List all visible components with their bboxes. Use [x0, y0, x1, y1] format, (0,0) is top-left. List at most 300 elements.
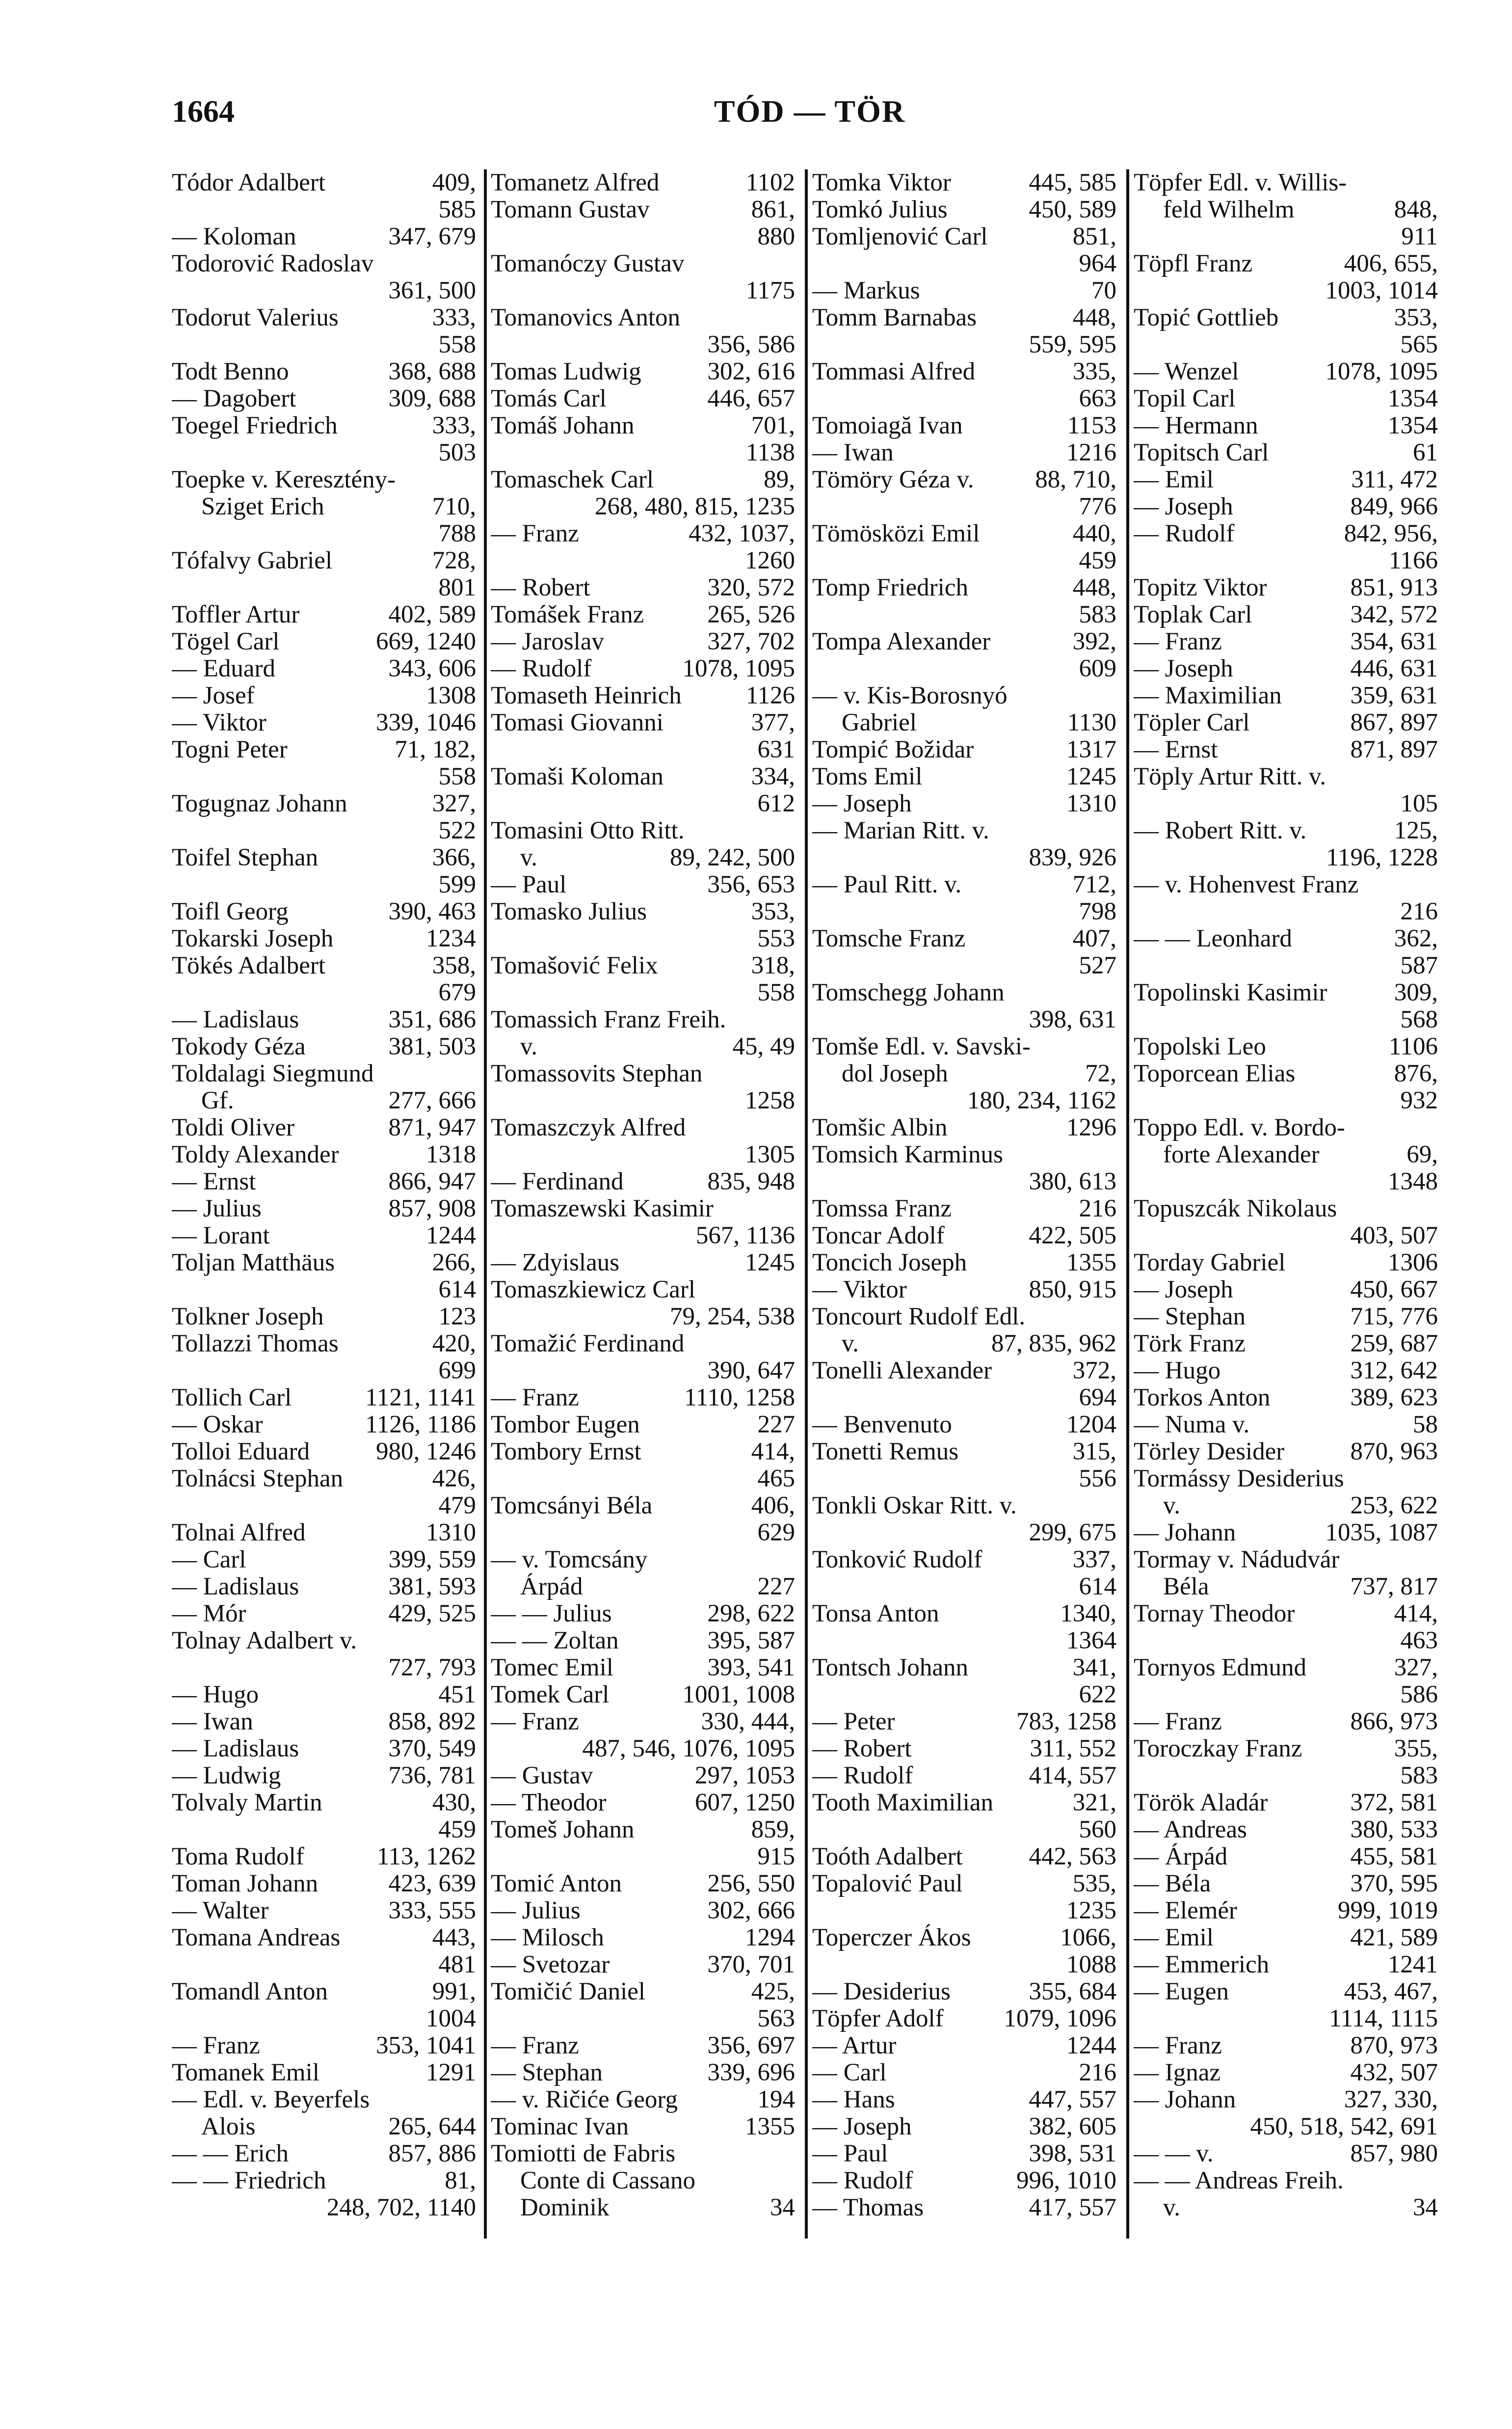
index-entry-line [172, 1465, 476, 1492]
entry-pages: 1260 [745, 547, 795, 574]
index-entry-line [491, 979, 795, 1006]
entry-name: Tomiotti de Fabris [491, 2140, 676, 2167]
entry-pages: 361, 500 [388, 277, 476, 304]
entry-name: Töply Artur Ritt. v. [1134, 763, 1326, 790]
entry-pages: 556 [1079, 1465, 1116, 1492]
index-entry-line [1134, 2086, 1438, 2113]
index-entry-line [491, 1465, 795, 1492]
entry-name: Tomšic Albin [812, 1114, 948, 1141]
index-entry-line [172, 574, 476, 601]
entry-pages: 89, 242, 500 [670, 844, 795, 871]
entry-name: Törley Desider [1134, 1438, 1285, 1465]
entry-name: Tomaseth Heinrich [491, 682, 682, 709]
entry-pages: 327, 330, [1344, 2086, 1438, 2113]
entry-pages: 355, [1394, 1735, 1438, 1762]
index-entry-line [1134, 817, 1438, 844]
entry-name: — Robert [812, 1735, 912, 1762]
entry-pages: 876, [1394, 1060, 1438, 1087]
entry-pages: 1102 [745, 169, 795, 196]
entry-pages: 612 [757, 790, 795, 817]
entry-name: — Paul [812, 2140, 888, 2167]
entry-name: Topil Carl [1134, 385, 1236, 412]
index-column-3 [812, 169, 1116, 2239]
index-entry-line [491, 2194, 795, 2221]
entry-pages: 72, [1085, 1060, 1116, 1087]
index-entry-line [491, 331, 795, 358]
entry-pages: 194 [757, 2086, 795, 2113]
index-entry-line [1134, 2113, 1438, 2140]
entry-pages: 1110, 1258 [684, 1384, 795, 1411]
entry-pages: 309, 688 [388, 385, 476, 412]
entry-pages: 425, [751, 1978, 795, 2005]
entry-pages: 463 [1400, 1627, 1438, 1654]
entry-name: — Eduard [172, 655, 276, 682]
index-entry-line [491, 439, 795, 466]
entry-name: Tonsa Anton [812, 1600, 939, 1627]
entry-name: Tomás Carl [491, 385, 607, 412]
entry-name: Tomek Carl [491, 1681, 610, 1708]
entry-name: Tomaszczyk Alfred [491, 1114, 686, 1141]
index-entry-line [172, 466, 476, 493]
entry-name: Toppo Edl. v. Bordo- [1134, 1114, 1345, 1141]
index-entry-line [1134, 574, 1438, 601]
entry-name: Toman Johann [172, 1870, 318, 1897]
entry-pages: 866, 973 [1350, 1708, 1438, 1735]
index-entry-line [812, 385, 1116, 412]
index-entry-line [812, 574, 1116, 601]
index-entry-line [1134, 2167, 1438, 2194]
page-number: 1664 [172, 94, 235, 129]
index-entry-line [172, 196, 476, 223]
entry-pages: 558 [438, 331, 476, 358]
entry-pages: 34 [770, 2194, 795, 2221]
entry-name: Tomas Ludwig [491, 358, 641, 385]
entry-pages: 343, 606 [388, 655, 476, 682]
entry-pages: 558 [757, 979, 795, 1006]
index-entry-line [172, 223, 476, 250]
page-header [172, 93, 1448, 147]
entry-pages: 487, 546, 1076, 1095 [582, 1735, 795, 1762]
entry-pages: 699 [438, 1357, 476, 1384]
entry-pages: 355, 684 [1029, 1978, 1116, 2005]
index-entry-line [1134, 412, 1438, 439]
entry-name: Tomasi Giovanni [491, 709, 663, 736]
index-entry-line [172, 628, 476, 655]
entry-pages: 302, 616 [707, 358, 795, 385]
index-entry-line [1134, 790, 1438, 817]
index-entry-line [812, 2113, 1116, 2140]
entry-pages: 583 [1400, 1762, 1438, 1789]
entry-pages: 227 [757, 1573, 795, 1600]
entry-name: — Rudolf [1134, 520, 1235, 547]
entry-name: Tonelli Alexander [812, 1357, 992, 1384]
index-entry-line [812, 682, 1116, 709]
entry-pages: 1355 [745, 2113, 795, 2140]
entry-pages: 265, 644 [388, 2113, 476, 2140]
entry-name: Toporcean Elias [1134, 1060, 1296, 1087]
entry-name: — Joseph [812, 790, 912, 817]
entry-pages: 1066, [1060, 1924, 1116, 1951]
entry-name: Gabriel [842, 709, 917, 736]
entry-pages: 318, [751, 952, 795, 979]
entry-name: — Numa v. [1134, 1411, 1250, 1438]
index-entry-line [812, 1384, 1116, 1411]
index-entry-line [812, 736, 1116, 763]
index-column-4 [1134, 169, 1438, 2239]
index-entry-line [812, 1600, 1116, 1627]
index-entry-line [812, 1843, 1116, 1870]
index-entry-line [812, 1330, 1116, 1357]
index-entry-line [491, 493, 795, 520]
entry-pages: 1079, 1096 [1004, 2005, 1116, 2032]
index-entry-line [491, 1978, 795, 2005]
entry-name: Toldi Oliver [172, 1114, 294, 1141]
index-entry-line [491, 1843, 795, 1870]
entry-name: Tomášek Franz [491, 601, 644, 628]
index-entry-line [491, 2032, 795, 2059]
entry-name: — Joseph [812, 2113, 912, 2140]
index-entry-line [1134, 1303, 1438, 1330]
index-entry-line [491, 1303, 795, 1330]
index-entry-line [172, 304, 476, 331]
index-entry-line [491, 2086, 795, 2113]
entry-name: Tomassovits Stephan [491, 1060, 703, 1087]
entry-pages: 253, 622 [1350, 1492, 1438, 1519]
index-entry-line [172, 1168, 476, 1195]
index-entry-line [1134, 1654, 1438, 1681]
entry-pages: 299, 675 [1029, 1519, 1116, 1546]
index-entry-line [812, 1168, 1116, 1195]
entry-name: Topić Gottlieb [1134, 304, 1279, 331]
index-entry-line [1134, 1411, 1438, 1438]
entry-name: Béla [1163, 1573, 1209, 1600]
entry-pages: 443, [432, 1924, 476, 1951]
index-entry-line [812, 601, 1116, 628]
entry-pages: 911 [1401, 223, 1438, 250]
index-entry-line [1134, 1789, 1438, 1816]
entry-pages: 370, 549 [388, 1735, 476, 1762]
entry-name: Tooth Maximilian [812, 1789, 993, 1816]
entry-pages: 362, [1394, 925, 1438, 952]
entry-pages: 783, 1258 [1016, 1708, 1116, 1735]
entry-pages: 565 [1400, 331, 1438, 358]
entry-pages: 1126, 1186 [365, 1411, 476, 1438]
entry-name: — Franz [1134, 628, 1222, 655]
index-entry-line [491, 898, 795, 925]
entry-pages: 801 [438, 574, 476, 601]
index-column-2 [491, 169, 795, 2239]
index-entry-line [1134, 196, 1438, 223]
entry-name: Tolnácsi Stephan [172, 1465, 344, 1492]
index-entry-line [491, 736, 795, 763]
entry-name: — — Friedrich [172, 2167, 326, 2194]
entry-name: Toegel Friedrich [172, 412, 338, 439]
entry-name: — Josef [172, 682, 255, 709]
entry-name: — Wenzel [1134, 358, 1239, 385]
index-entry-line [1134, 1492, 1438, 1519]
index-entry-line [172, 1816, 476, 1843]
index-entry-line [1134, 439, 1438, 466]
index-entry-line [1134, 1195, 1438, 1222]
entry-name: Tormássy Desiderius [1134, 1465, 1344, 1492]
entry-pages: 871, 897 [1350, 736, 1438, 763]
index-entry-line [1134, 223, 1438, 250]
index-entry-line [491, 1330, 795, 1357]
index-entry-line [812, 250, 1116, 277]
entry-pages: 333, [432, 412, 476, 439]
index-entry-line [1134, 1708, 1438, 1735]
index-entry-line [812, 1492, 1116, 1519]
entry-name: — Ladislaus [172, 1006, 299, 1033]
index-entry-line [812, 1141, 1116, 1168]
entry-pages: 406, [751, 1492, 795, 1519]
entry-pages: 366, [432, 844, 476, 871]
entry-pages: 71, 182, [395, 736, 476, 763]
index-entry-line [172, 1951, 476, 1978]
index-entry-line [1134, 1681, 1438, 1708]
index-entry-line [491, 1816, 795, 1843]
entry-name: — — v. [1134, 2140, 1214, 2167]
entry-name: — Peter [812, 1708, 895, 1735]
index-entry-line [172, 1195, 476, 1222]
entry-pages: 712, [1072, 871, 1116, 898]
entry-pages: 980, 1246 [376, 1438, 476, 1465]
index-entry-line [172, 1411, 476, 1438]
entry-name: Sziget Erich [201, 493, 324, 520]
entry-pages: 69, [1406, 1141, 1438, 1168]
index-entry-line [172, 169, 476, 196]
index-entry-line [1134, 709, 1438, 736]
entry-name: — Oskar [172, 1411, 263, 1438]
entry-name: Tomp Friedrich [812, 574, 968, 601]
entry-name: Tomanovics Anton [491, 304, 680, 331]
entry-name: Tonetti Remus [812, 1438, 959, 1465]
index-entry-line [491, 1897, 795, 1924]
index-entry-line [172, 1762, 476, 1789]
entry-pages: 450, 589 [1029, 196, 1116, 223]
entry-pages: 669, 1240 [376, 628, 476, 655]
entry-name: Tomkó Julius [812, 196, 948, 223]
entry-name: Tomičić Daniel [491, 1978, 646, 2005]
entry-pages: 1175 [745, 277, 795, 304]
entry-name: — — Erich [172, 2140, 289, 2167]
entry-name: Törk Franz [1134, 1330, 1246, 1357]
index-entry-line [491, 1384, 795, 1411]
index-entry-line [1134, 1762, 1438, 1789]
entry-pages: 465 [757, 1465, 795, 1492]
index-entry-line [812, 1708, 1116, 1735]
entry-pages: 347, 679 [388, 223, 476, 250]
index-entry-line [1134, 466, 1438, 493]
index-entry-line [812, 1762, 1116, 1789]
entry-pages: 448, [1072, 304, 1116, 331]
index-entry-line [491, 1870, 795, 1897]
entry-pages: 1318 [426, 1141, 476, 1168]
index-entry-line [1134, 628, 1438, 655]
entry-pages: 859, [751, 1816, 795, 1843]
entry-pages: 1308 [426, 682, 476, 709]
entry-pages: 1196, 1228 [1326, 844, 1438, 871]
entry-pages: 445, 585 [1029, 169, 1116, 196]
entry-name: Tompa Alexander [812, 628, 991, 655]
entry-name: Torkos Anton [1134, 1384, 1271, 1411]
index-entry-line [172, 1060, 476, 1087]
index-entry-line [1134, 1222, 1438, 1249]
index-entry-line [1134, 1600, 1438, 1627]
entry-pages: 125, [1394, 817, 1438, 844]
entry-name: Tomaši Koloman [491, 763, 663, 790]
entry-name: Tomažić Ferdinand [491, 1330, 685, 1357]
entry-name: Alois [201, 2113, 256, 2140]
entry-name: feld Wilhelm [1163, 196, 1295, 223]
index-entry-line [172, 709, 476, 736]
entry-pages: 583 [1079, 601, 1116, 628]
index-entry-line [172, 358, 476, 385]
entry-pages: 1153 [1067, 412, 1116, 439]
entry-pages: 61 [1413, 439, 1438, 466]
index-entry-line [172, 1033, 476, 1060]
index-entry-line [172, 1978, 476, 2005]
entry-pages: 459 [1079, 547, 1116, 574]
entry-name: Tollich Carl [172, 1384, 292, 1411]
index-entry-line [812, 1303, 1116, 1330]
entry-name: — Ernst [172, 1168, 256, 1195]
entry-name: Toncourt Rudolf Edl. [812, 1303, 1026, 1330]
index-entry-line [491, 601, 795, 628]
entry-pages: 880 [757, 223, 795, 250]
entry-name: — — Leonhard [1134, 925, 1292, 952]
index-entry-line [491, 547, 795, 574]
entry-pages: 368, 688 [388, 358, 476, 385]
index-entry-line [812, 2086, 1116, 2113]
entry-pages: 402, 589 [388, 601, 476, 628]
entry-pages: 259, 687 [1350, 1330, 1438, 1357]
entry-pages: 380, 613 [1029, 1168, 1116, 1195]
entry-name: Topitsch Carl [1134, 439, 1269, 466]
index-entry-line [172, 250, 476, 277]
index-entry-line [172, 412, 476, 439]
index-entry-line [1134, 1870, 1438, 1897]
index-entry-line [1134, 1357, 1438, 1384]
entry-pages: 342, 572 [1350, 601, 1438, 628]
entry-name: — Dagobert [172, 385, 296, 412]
index-entry-line [812, 1951, 1116, 1978]
entry-pages: 614 [438, 1276, 476, 1303]
index-entry-line [172, 1924, 476, 1951]
entry-name: Topuszcák Nikolaus [1134, 1195, 1337, 1222]
entry-name: — Iwan [812, 439, 894, 466]
entry-name: — Emil [1134, 466, 1214, 493]
index-entry-line [812, 1627, 1116, 1654]
entry-pages: 996, 1010 [1016, 2167, 1116, 2194]
entry-name: Todorut Valerius [172, 304, 339, 331]
index-entry-line [172, 2194, 476, 2221]
entry-name: Toroczkay Franz [1134, 1735, 1302, 1762]
entry-pages: 309, [1394, 979, 1438, 1006]
index-entry-line [491, 628, 795, 655]
entry-pages: 964 [1079, 250, 1116, 277]
index-entry-line [491, 277, 795, 304]
index-entry-line [491, 1600, 795, 1627]
entry-pages: 334, [751, 763, 795, 790]
index-entry-line [1134, 1735, 1438, 1762]
index-entry-line [1134, 1141, 1438, 1168]
entry-name: — Carl [812, 2059, 887, 2086]
entry-pages: 327, [1394, 1654, 1438, 1681]
index-entry-line [1134, 2194, 1438, 2221]
entry-pages: 849, 966 [1350, 493, 1438, 520]
entry-pages: 393, 541 [707, 1654, 795, 1681]
index-entry-line [172, 1087, 476, 1114]
entry-name: Tomanek Emil [172, 2059, 319, 2086]
entry-name: Topolski Leo [1134, 1033, 1266, 1060]
entry-pages: 81, [445, 2167, 476, 2194]
entry-name: — — Zoltan [491, 1627, 619, 1654]
entry-pages: 585 [438, 196, 476, 223]
entry-name: Tonkli Oskar Ritt. v. [812, 1492, 1017, 1519]
entry-pages: 446, 631 [1350, 655, 1438, 682]
entry-pages: 842, 956, [1344, 520, 1438, 547]
entry-name: dol Joseph [842, 1060, 948, 1087]
index-entry-line [172, 871, 476, 898]
entry-name: Toncar Adolf [812, 1222, 945, 1249]
entry-pages: 123 [438, 1303, 476, 1330]
index-entry-line [1134, 1978, 1438, 2005]
entry-pages: 392, [1072, 628, 1116, 655]
index-entry-line [491, 196, 795, 223]
index-entry-line [172, 2140, 476, 2167]
index-entry-line [812, 1924, 1116, 1951]
entry-name: — — Andreas Freih. [1134, 2167, 1344, 2194]
index-entry-line [491, 1087, 795, 1114]
index-entry-line [812, 547, 1116, 574]
index-entry-line [1134, 304, 1438, 331]
index-entry-line [812, 1978, 1116, 2005]
entry-pages: 607, 1250 [695, 1789, 795, 1816]
index-entry-line [1134, 1087, 1438, 1114]
entry-name: Tomsich Karminus [812, 1141, 1003, 1168]
entry-name: — Franz [1134, 1708, 1222, 1735]
entry-pages: 535, [1072, 1870, 1116, 1897]
entry-pages: 330, 444, [701, 1708, 795, 1735]
entry-name: — Ferdinand [491, 1168, 624, 1195]
entry-name: Tomschegg Johann [812, 979, 1005, 1006]
entry-name: — Franz [1134, 2032, 1222, 2059]
index-entry-line [812, 331, 1116, 358]
entry-pages: 266, [432, 1249, 476, 1276]
index-entry-line [172, 1735, 476, 1762]
index-entry-line [1134, 601, 1438, 628]
entry-name: Tomoiagă Ivan [812, 412, 963, 439]
entry-pages: 866, 947 [388, 1168, 476, 1195]
index-entry-line [172, 2005, 476, 2032]
entry-pages: 216 [1079, 2059, 1116, 2086]
index-entry-line [812, 2005, 1116, 2032]
index-entry-line [172, 1141, 476, 1168]
entry-pages: 339, 1046 [376, 709, 476, 736]
entry-name: Tódor Adalbert [172, 169, 325, 196]
index-entry-line [812, 1519, 1116, 1546]
entry-name: Tomann Gustav [491, 196, 650, 223]
index-entry-line [812, 979, 1116, 1006]
entry-name: Tomasko Julius [491, 898, 647, 925]
entry-pages: 1364 [1066, 1627, 1116, 1654]
entry-pages: 851, 913 [1350, 574, 1438, 601]
entry-name: Tömöry Géza v. [812, 466, 974, 493]
entry-pages: 629 [757, 1519, 795, 1546]
entry-name: Toepke v. Keresztény- [172, 466, 396, 493]
index-entry-line [812, 2059, 1116, 2086]
